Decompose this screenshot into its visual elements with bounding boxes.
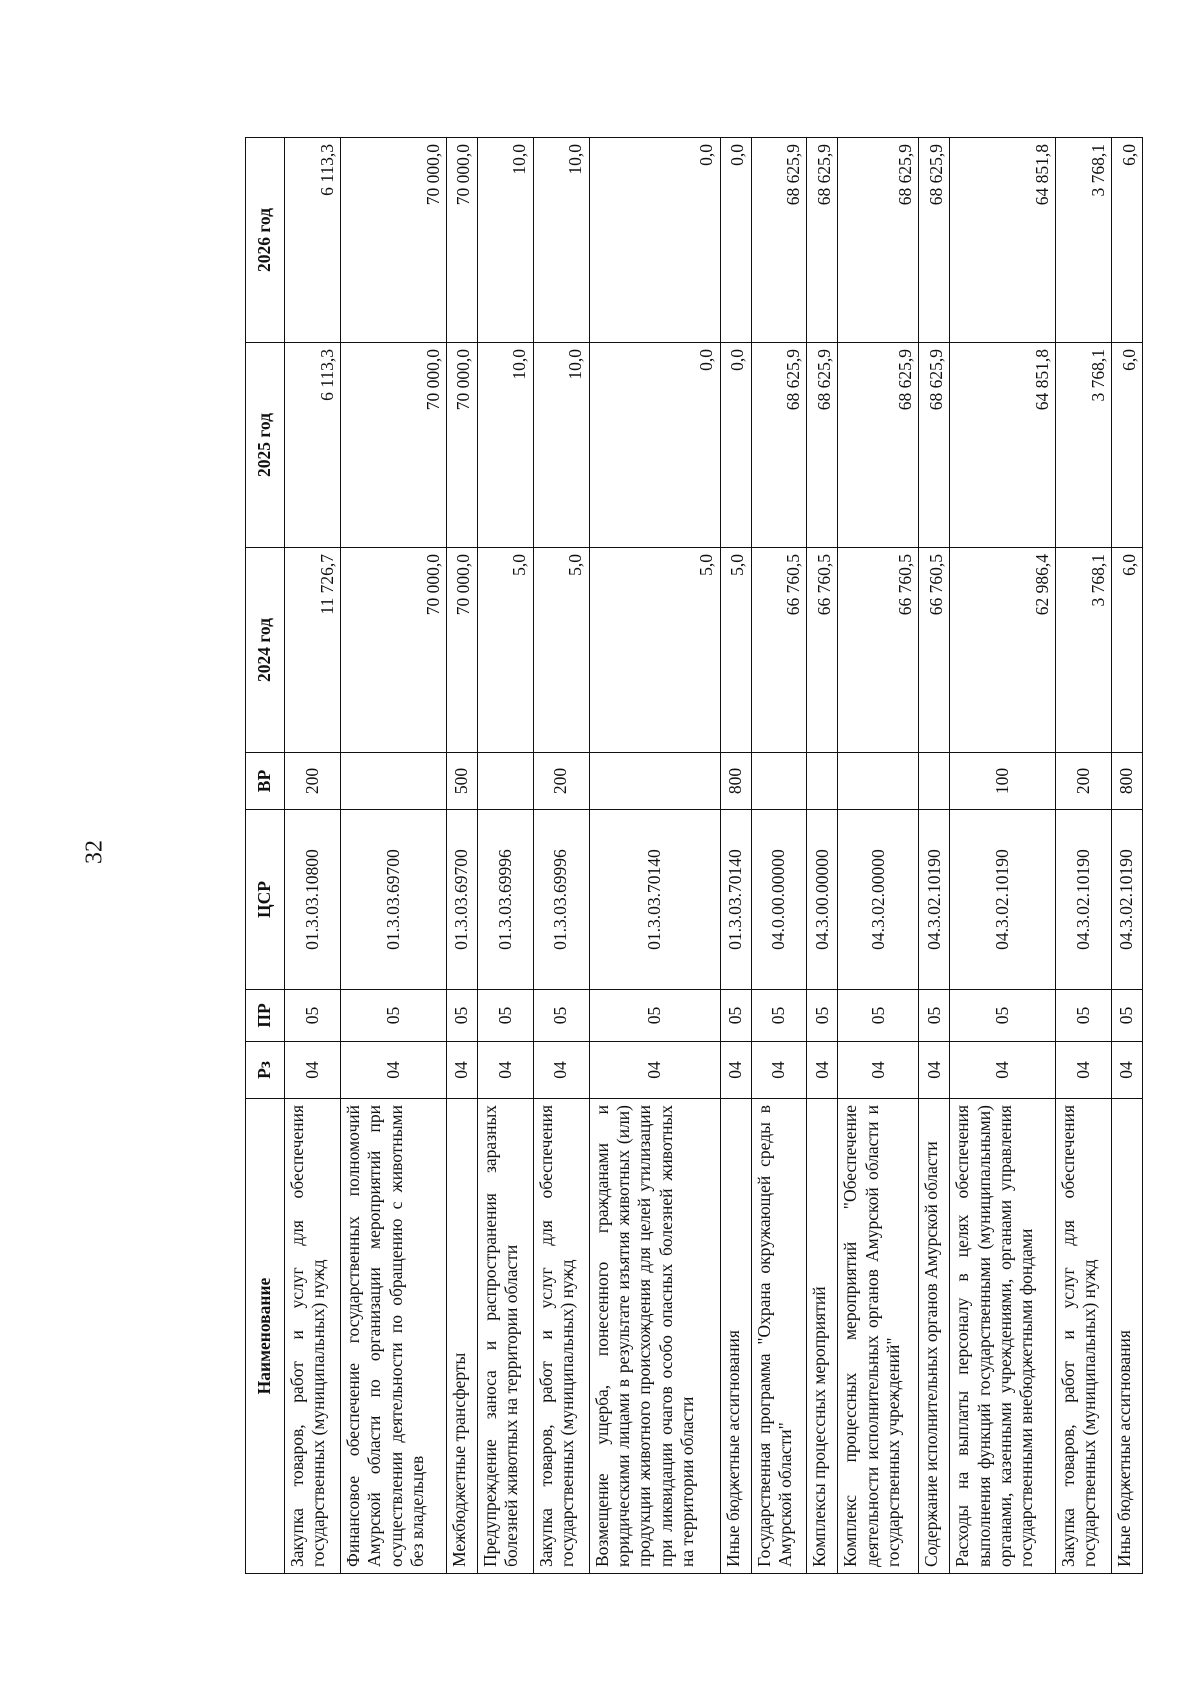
cell-vr: 200 — [1056, 753, 1112, 810]
table-row — [838, 138, 919, 1574]
cell-2024: 70 000,0 — [340, 548, 446, 753]
cell-name: Иные бюджетные ассигнования — [1112, 1099, 1143, 1574]
cell-name: Содержание исполнительных органов Амурской области — [919, 1099, 950, 1574]
cell-pr: 05 — [751, 990, 807, 1042]
header-vr: ВР — [246, 753, 285, 810]
cell-2025: 64 851,8 — [950, 343, 1056, 548]
cell-2025: 70 000,0 — [446, 343, 477, 548]
cell-csr: 01.3.03.69996 — [533, 810, 589, 990]
cell-2024: 6,0 — [1112, 548, 1143, 753]
cell-pr: 05 — [285, 990, 341, 1042]
cell-pr: 05 — [589, 990, 720, 1042]
cell-2026: 10,0 — [477, 138, 533, 343]
cell-vr: 500 — [446, 753, 477, 810]
cell-csr: 01.3.03.10800 — [285, 810, 341, 990]
cell-name: Расходы на выплаты персоналу в целях обеспечения выполнения функций государственными (муниципальными) органами, казенными учреждениями, органами управления государственными внебюджетными фондами — [950, 1099, 1056, 1574]
cell-2025: 0,0 — [720, 343, 751, 548]
cell-vr: 200 — [285, 753, 341, 810]
table-row — [1056, 138, 1112, 1574]
cell-name: Комплексы процессных мероприятий — [807, 1099, 838, 1574]
budget-table — [245, 137, 1143, 1574]
cell-2025: 0,0 — [589, 343, 720, 548]
cell-pr: 05 — [1112, 990, 1143, 1042]
cell-vr — [807, 753, 838, 810]
cell-rz: 04 — [919, 1042, 950, 1099]
cell-csr: 01.3.03.70140 — [589, 810, 720, 990]
cell-pr: 05 — [838, 990, 919, 1042]
cell-2026: 68 625,9 — [919, 138, 950, 343]
table-row — [807, 138, 838, 1574]
table-row — [533, 138, 589, 1574]
cell-csr: 01.3.03.69700 — [446, 810, 477, 990]
table-row — [477, 138, 533, 1574]
cell-rz: 04 — [446, 1042, 477, 1099]
header-pr: ПР — [246, 990, 285, 1042]
cell-2026: 10,0 — [533, 138, 589, 343]
cell-rz: 04 — [807, 1042, 838, 1099]
table-row — [751, 138, 807, 1574]
table-row — [340, 138, 446, 1574]
cell-2024: 11 726,7 — [285, 548, 341, 753]
cell-rz: 04 — [838, 1042, 919, 1099]
cell-csr: 04.3.02.10190 — [919, 810, 950, 990]
cell-pr: 05 — [533, 990, 589, 1042]
table-header-row — [246, 138, 285, 1574]
cell-csr: 04.3.02.00000 — [838, 810, 919, 990]
cell-2025: 10,0 — [477, 343, 533, 548]
cell-rz: 04 — [950, 1042, 1056, 1099]
cell-2024: 5,0 — [720, 548, 751, 753]
cell-vr — [751, 753, 807, 810]
cell-rz: 04 — [751, 1042, 807, 1099]
page-number: 32 — [81, 840, 108, 864]
cell-name: Межбюджетные трансферты — [446, 1099, 477, 1574]
cell-pr: 05 — [919, 990, 950, 1042]
cell-2025: 68 625,9 — [838, 343, 919, 548]
cell-vr: 100 — [950, 753, 1056, 810]
cell-pr: 05 — [807, 990, 838, 1042]
header-2025: 2025 год — [246, 343, 285, 548]
cell-vr — [340, 753, 446, 810]
table-row — [589, 138, 720, 1574]
cell-2026: 68 625,9 — [807, 138, 838, 343]
table-row — [919, 138, 950, 1574]
cell-2026: 3 768,1 — [1056, 138, 1112, 343]
cell-2025: 10,0 — [533, 343, 589, 548]
cell-pr: 05 — [340, 990, 446, 1042]
cell-csr: 01.3.03.69700 — [340, 810, 446, 990]
cell-2024: 5,0 — [589, 548, 720, 753]
cell-name: Финансовое обеспечение государственных полномочий Амурской области по организации мероприятий при осуществлении деятельности по обращению с животными без владельцев — [340, 1099, 446, 1574]
cell-vr — [919, 753, 950, 810]
cell-2026: 0,0 — [589, 138, 720, 343]
cell-vr: 800 — [720, 753, 751, 810]
cell-2025: 68 625,9 — [751, 343, 807, 548]
cell-2026: 0,0 — [720, 138, 751, 343]
cell-vr: 200 — [533, 753, 589, 810]
table-body — [285, 138, 1143, 1574]
table-row — [1112, 138, 1143, 1574]
header-2026: 2026 год — [246, 138, 285, 343]
cell-csr: 04.3.02.10190 — [1112, 810, 1143, 990]
cell-rz: 04 — [1056, 1042, 1112, 1099]
header-name: Наименование — [246, 1099, 285, 1574]
cell-2024: 3 768,1 — [1056, 548, 1112, 753]
cell-2025: 68 625,9 — [919, 343, 950, 548]
table-row — [285, 138, 341, 1574]
cell-name: Закупка товаров, работ и услуг для обеспечения государственных (муниципальных) нужд — [285, 1099, 341, 1574]
cell-2026: 68 625,9 — [838, 138, 919, 343]
cell-2025: 6,0 — [1112, 343, 1143, 548]
cell-name: Государственная программа "Охрана окружающей среды в Амурской области" — [751, 1099, 807, 1574]
cell-2025: 68 625,9 — [807, 343, 838, 548]
cell-2024: 5,0 — [477, 548, 533, 753]
table-row — [446, 138, 477, 1574]
cell-2026: 68 625,9 — [751, 138, 807, 343]
cell-2026: 70 000,0 — [340, 138, 446, 343]
cell-name: Возмещение ущерба, понесенного гражданами и юридическими лицами в результате изъятия животных (или) продукции животного происхождения для целей утилизации при ликвидации очагов особо опасных болезней животных на территории области — [589, 1099, 720, 1574]
cell-2026: 6,0 — [1112, 138, 1143, 343]
cell-rz: 04 — [720, 1042, 751, 1099]
cell-pr: 05 — [950, 990, 1056, 1042]
cell-rz: 04 — [340, 1042, 446, 1099]
cell-2024: 66 760,5 — [751, 548, 807, 753]
table-row — [950, 138, 1056, 1574]
cell-rz: 04 — [285, 1042, 341, 1099]
cell-vr — [838, 753, 919, 810]
cell-rz: 04 — [1112, 1042, 1143, 1099]
cell-rz: 04 — [589, 1042, 720, 1099]
cell-name: Предупреждение заноса и распространения заразных болезней животных на территории области — [477, 1099, 533, 1574]
cell-csr: 04.3.00.00000 — [807, 810, 838, 990]
cell-name: Иные бюджетные ассигнования — [720, 1099, 751, 1574]
cell-name: Закупка товаров, работ и услуг для обеспечения государственных (муниципальных) нужд — [533, 1099, 589, 1574]
cell-name: Закупка товаров, работ и услуг для обеспечения государственных (муниципальных) нужд — [1056, 1099, 1112, 1574]
header-csr: ЦСР — [246, 810, 285, 990]
table-rotated-container — [245, 138, 1143, 1574]
cell-vr: 800 — [1112, 753, 1143, 810]
table-row — [720, 138, 751, 1574]
header-2024: 2024 год — [246, 548, 285, 753]
cell-pr: 05 — [1056, 990, 1112, 1042]
cell-pr: 05 — [720, 990, 751, 1042]
cell-csr: 04.0.00.00000 — [751, 810, 807, 990]
cell-2024: 66 760,5 — [807, 548, 838, 753]
cell-2025: 3 768,1 — [1056, 343, 1112, 548]
cell-csr: 04.3.02.10190 — [1056, 810, 1112, 990]
cell-2026: 70 000,0 — [446, 138, 477, 343]
cell-2024: 62 986,4 — [950, 548, 1056, 753]
cell-2024: 70 000,0 — [446, 548, 477, 753]
cell-2026: 64 851,8 — [950, 138, 1056, 343]
cell-2025: 70 000,0 — [340, 343, 446, 548]
cell-csr: 04.3.02.10190 — [950, 810, 1056, 990]
cell-2024: 5,0 — [533, 548, 589, 753]
cell-rz: 04 — [477, 1042, 533, 1099]
cell-pr: 05 — [477, 990, 533, 1042]
cell-vr — [589, 753, 720, 810]
header-rz: Рз — [246, 1042, 285, 1099]
cell-2024: 66 760,5 — [838, 548, 919, 753]
cell-pr: 05 — [446, 990, 477, 1042]
cell-2025: 6 113,3 — [285, 343, 341, 548]
cell-2026: 6 113,3 — [285, 138, 341, 343]
cell-vr — [477, 753, 533, 810]
cell-2024: 66 760,5 — [919, 548, 950, 753]
cell-csr: 01.3.03.69996 — [477, 810, 533, 990]
cell-name: Комплекс процессных мероприятий "Обеспечение деятельности исполнительных органов Амурской области и государственных учреждений" — [838, 1099, 919, 1574]
cell-rz: 04 — [533, 1042, 589, 1099]
cell-csr: 01.3.03.70140 — [720, 810, 751, 990]
